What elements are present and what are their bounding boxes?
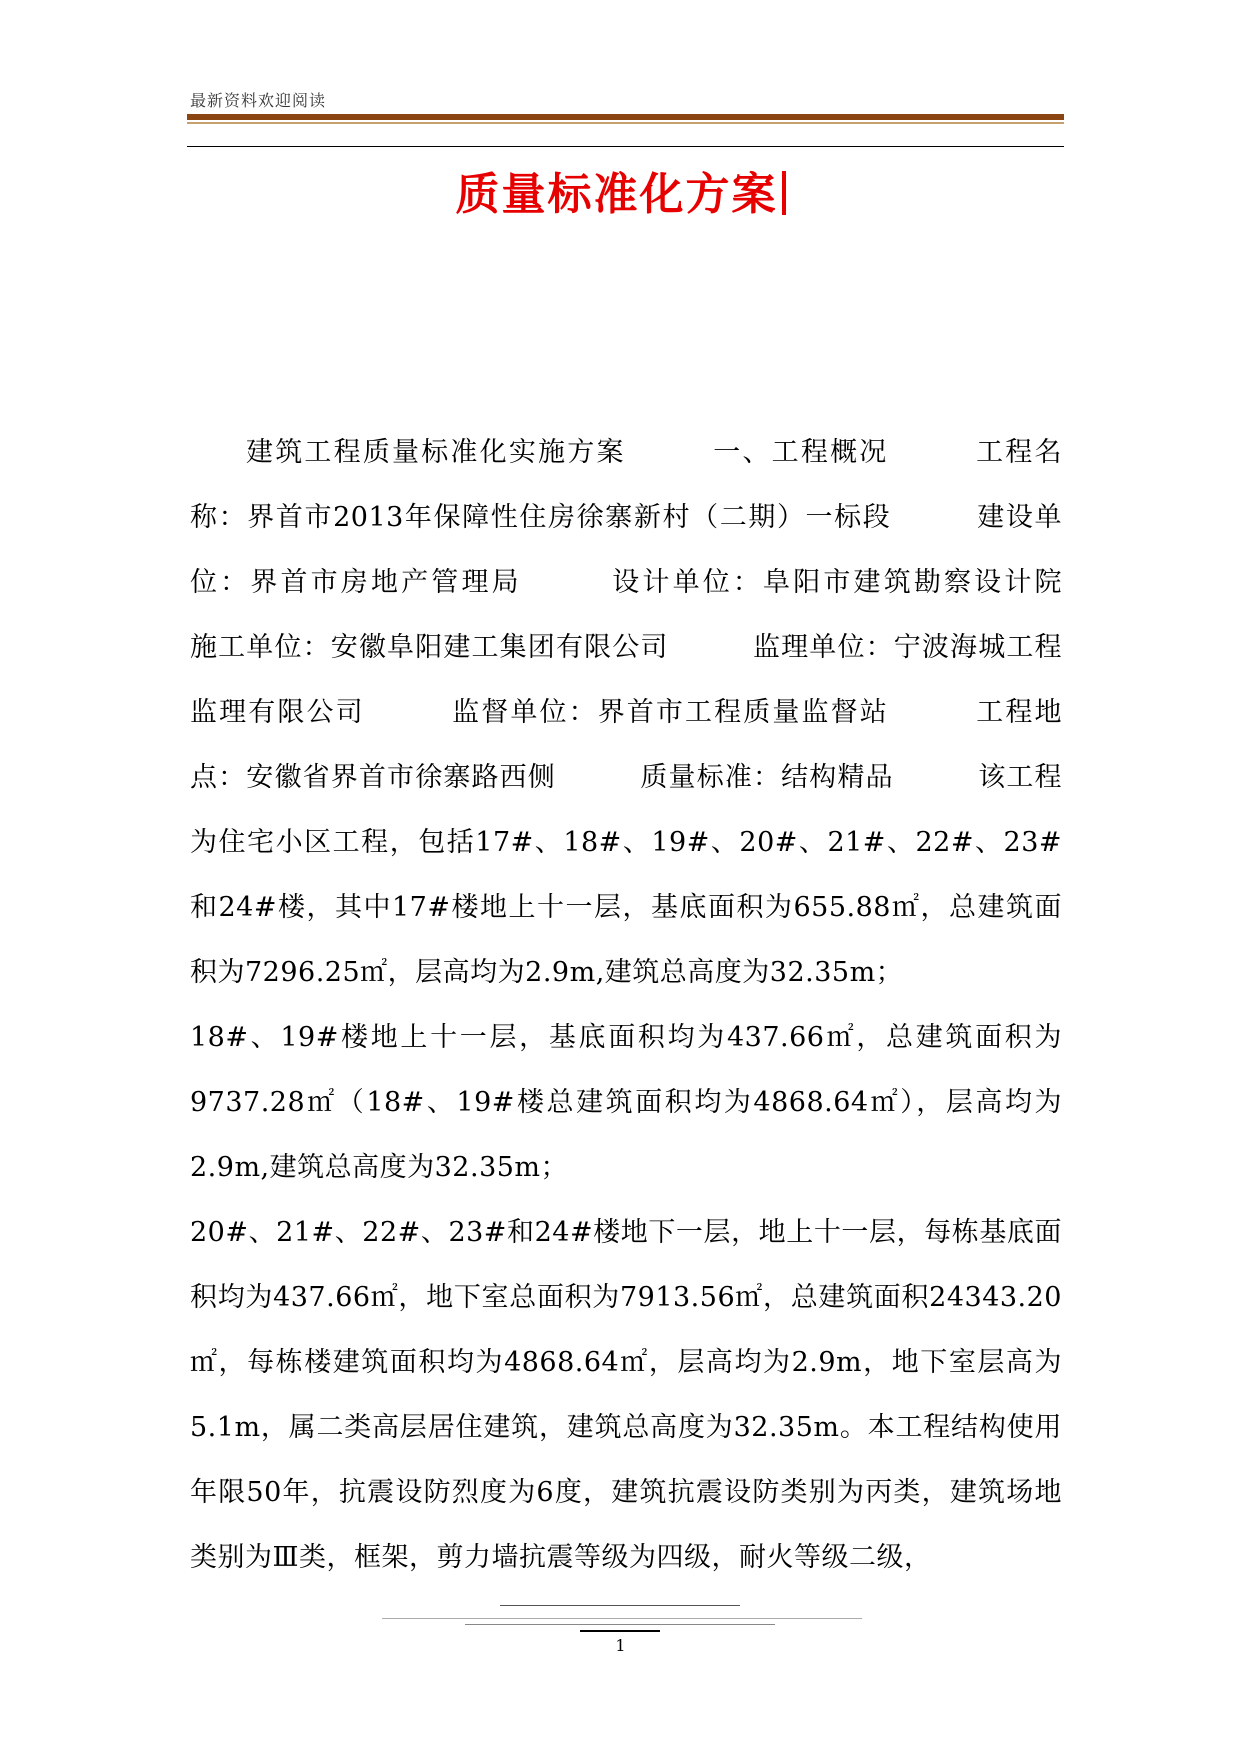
footer-rule — [500, 1605, 740, 1606]
footer-rule — [465, 1624, 775, 1625]
document-body — [190, 420, 1145, 1590]
header-rule — [187, 114, 1064, 120]
body-paragraph-1: 建筑工程质量标准化实施方案 一、工程概况 工程名称：界首市2013年保障性住房徐寨新村（二期）一标段 建设单位：界首市房地产管理局 设计单位：阜阳市建筑勘察设计院 施工单位：安徽阜阳建工集团有限公司 监理单位：宁波海城工程监理有限公司 监督单位：界首市工程质量监督站 工程地点：安徽省界首市徐寨路西侧 质量标准：结构精品 该工程为住宅小区工程，包括17#、18#、19#、20#、21#、22#、23#和24#楼，其中17#楼地上十一层，基底面积为655.88㎡，总建筑面积为7296.25㎡，层高均为2.9m,建筑总高度为32.35m； — [190, 437, 1145, 988]
footer-rule — [382, 1618, 862, 1619]
header-rule-thin — [187, 122, 1064, 124]
body-paragraph-2: 18#、19#楼地上十一层，基底面积均为437.66㎡，总建筑面积为9737.28㎡（18#、19#楼总建筑面积均为4868.64㎡），层高均为2.9m,建筑总高度为32.35m； — [190, 1022, 1062, 1183]
footer-rule — [580, 1630, 660, 1632]
body-paragraph-3: 20#、21#、22#、23#和24#楼地下一层，地上十一层，每栋基底面积均为437.66㎡，地下室总面积为7913.56㎡，总建筑面积24343.20㎡，每栋楼建筑面积均为4868.64㎡，层高均为2.9m，地下室层高为5.1m，属二类高层居住建筑，建筑总高度为32.35m。本工程结构使用年限50年，抗震设防烈度为6度，建筑抗震设防类别为丙类，建筑场地类别为Ⅲ类，框架，剪力墙抗震等级为四级，耐火等级二级， — [190, 1217, 1062, 1573]
page-number: 1 — [615, 1636, 626, 1655]
text-cursor — [782, 171, 786, 215]
document-title-block — [0, 158, 1241, 222]
header-divider — [187, 146, 1064, 147]
document-title: 质量标准化方案 — [455, 169, 778, 220]
header-text: 最新资料欢迎阅读 — [190, 91, 327, 110]
